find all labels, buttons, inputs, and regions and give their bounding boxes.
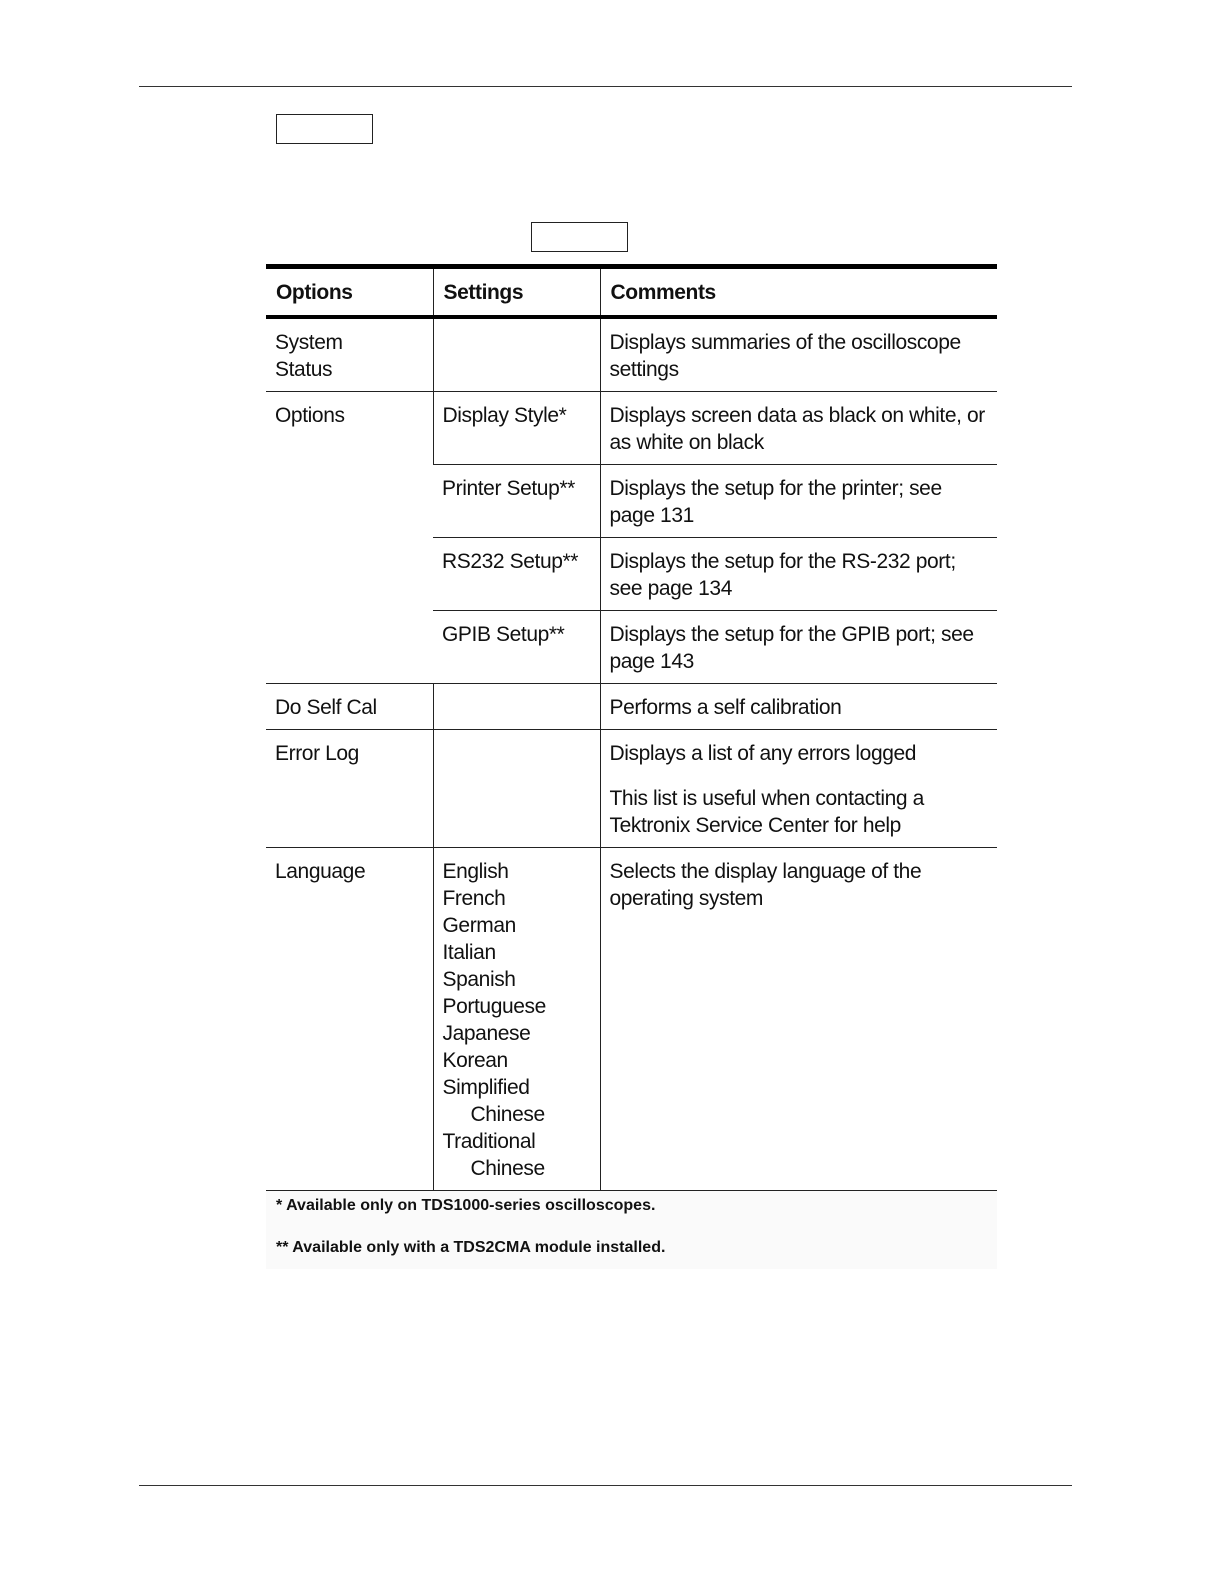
language-item: Italian [442,941,496,964]
option-cell: Error Log [266,730,433,848]
setting-cell: GPIB Setup** [433,611,600,684]
comment-cell: Displays a list of any errors logged This list is useful when contacting a Tektronix Service Center for help [600,730,997,848]
option-cell: System Status [266,317,433,392]
table-footnotes [266,1191,997,1269]
setting-cell: RS232 Setup** [433,538,600,611]
comment-cell: Displays the setup for the printer; see page 131 [600,465,997,538]
footnote: ** Available only with a TDS2CMA module installed. [276,1239,666,1256]
table-row [266,730,997,848]
option-cell: Options [266,392,433,684]
language-item: English [442,860,509,883]
footer-rule [139,1485,1072,1486]
setting-cell: Display Style* [433,392,600,465]
setting-cell [433,730,600,848]
table-row [266,392,997,465]
language-item: Spanish [442,968,516,991]
footnote: * Available only on TDS1000-series oscilloscopes. [276,1197,656,1214]
table-row [266,317,997,392]
language-item: Portuguese [442,995,546,1018]
comment-cell: Displays the setup for the GPIB port; see page 143 [600,611,997,684]
setting-cell: Printer Setup** [433,465,600,538]
option-cell: Do Self Cal [266,684,433,730]
column-header-settings: Settings [433,267,600,318]
setting-cell [433,684,600,730]
language-item: Korean [442,1049,508,1072]
header-rule [139,86,1072,87]
utility-menu-table [266,264,997,1269]
comment-cell: Displays screen data as black on white, or as white on black [600,392,997,465]
column-header-comments: Comments [600,267,997,318]
button-label-box [276,114,373,144]
language-item: Japanese [442,1022,531,1045]
setting-cell-languages [433,848,600,1191]
column-header-options: Options [266,267,433,318]
language-item: Traditional [442,1130,536,1153]
table-row [266,848,997,1191]
setting-cell [433,317,600,392]
language-item: German [442,914,516,937]
comment-cell: Selects the display language of the operating system [600,848,997,1191]
language-item: Chinese [470,1103,545,1126]
table-header-row [266,267,997,318]
comment-cell: Displays the setup for the RS-232 port; see page 134 [600,538,997,611]
table-row [266,684,997,730]
option-cell: Language [266,848,433,1191]
language-item: Simplified [442,1076,530,1099]
comment-cell: Performs a self calibration [600,684,997,730]
button-label-box-inline [531,222,628,252]
language-item: French [442,887,506,910]
language-item: Chinese [470,1157,545,1180]
comment-cell: Displays summaries of the oscilloscope settings [600,317,997,392]
